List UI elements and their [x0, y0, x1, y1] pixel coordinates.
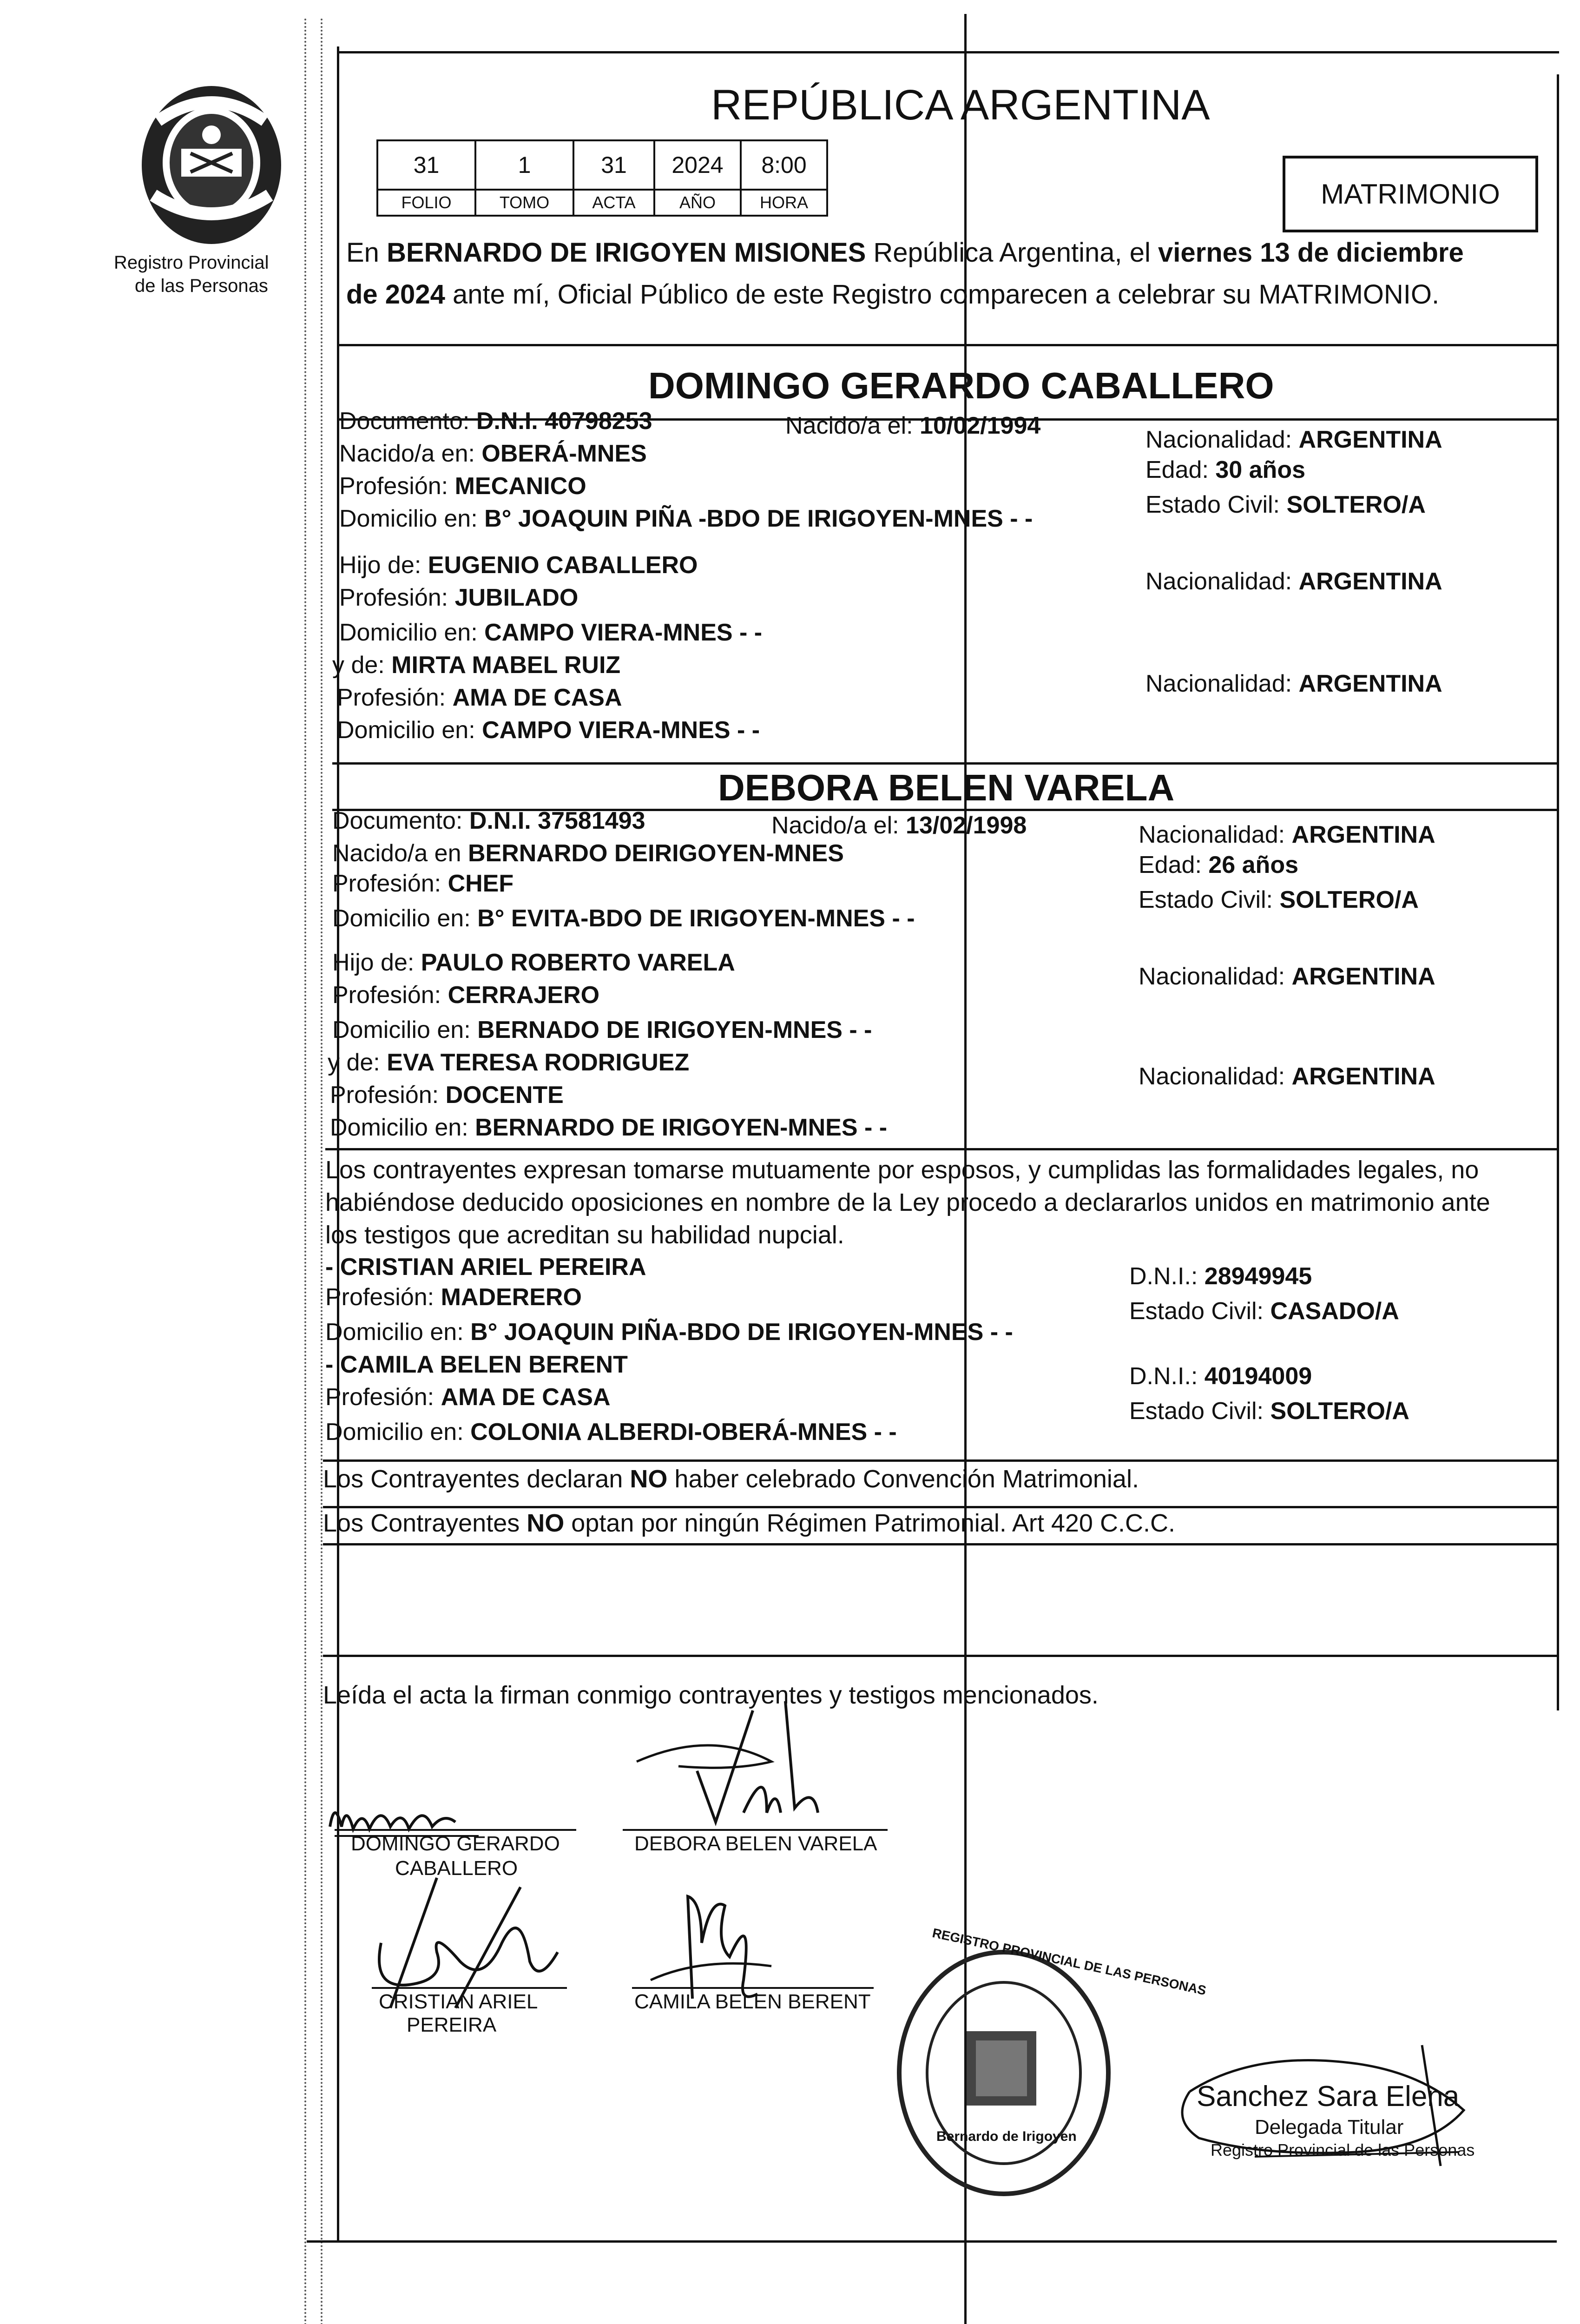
groom-signature-label-2: CABALLERO: [395, 1857, 518, 1880]
groom-mother-profession: Profesión: AMA DE CASA: [337, 684, 622, 711]
bride-age: Edad: 26 años: [1139, 852, 1298, 878]
left-margin-dotted-line: [304, 19, 306, 2324]
document-type-box: MATRIMONIO: [1283, 156, 1538, 232]
stamp-ring-text: REGISTRO PROVINCIAL DE LAS PERSONAS: [931, 1925, 1208, 1998]
groom-father-profession: Profesión: JUBILADO: [339, 584, 579, 611]
official-round-stamp: [888, 1925, 1208, 2203]
page-title: REPÚBLICA ARGENTINA: [711, 81, 1210, 129]
empty-row-bottom: [323, 1655, 1559, 1657]
bride-father-address: Domicilio en: BERNADO DE IRIGOYEN-MNES - -: [332, 1017, 872, 1043]
declaration-top: [325, 1148, 1559, 1150]
witness-1-address: Domicilio en: B° JOAQUIN PIÑA-BDO DE IRIGOYEN-MNES - -: [325, 1319, 1013, 1346]
declaration-line-3: los testigos que acreditan su habilidad nupcial.: [325, 1221, 844, 1249]
witness-2-name: - CAMILA BELEN BERENT: [325, 1351, 628, 1378]
bride-mother-nationality: Nacionalidad: ARGENTINA: [1139, 1063, 1435, 1090]
bride-birth-place: Nacido/a en BERNARDO DEIRIGOYEN-MNES: [332, 840, 844, 867]
folio-value: 31: [376, 139, 476, 191]
groom-section-top: [337, 344, 1559, 346]
official-signature-block: [1162, 2036, 1496, 2185]
signature-bride-icon: [618, 1692, 841, 1841]
official-organization: Registro Provincial de las Personas: [1211, 2140, 1475, 2159]
groom-profession: Profesión: MECANICO: [339, 473, 586, 500]
logo-caption-1: Registro Provincial: [114, 252, 269, 273]
stamp-center-text: Bernardo de Irigoyen: [936, 2129, 1077, 2144]
bride-father: Hijo de: PAULO ROBERTO VARELA: [332, 949, 735, 976]
bride-father-nationality: Nacionalidad: ARGENTINA: [1139, 963, 1435, 990]
bride-mother-profession: Profesión: DOCENTE: [330, 1082, 564, 1109]
bride-document: Documento: D.N.I. 37581493: [332, 807, 645, 834]
official-name: Sanchez Sara Elena: [1197, 2080, 1460, 2113]
signature-witness-2-icon: [632, 1887, 809, 2008]
witness-1-signature-label-1: CRISTIAN ARIEL: [379, 1990, 538, 2013]
groom-mother: y de: MIRTA MABEL RUIZ: [332, 652, 621, 679]
witness-1-civil-status: Estado Civil: CASADO/A: [1129, 1298, 1399, 1325]
witness-2-dni: D.N.I.: 40194009: [1129, 1363, 1312, 1390]
bride-nationality: Nacionalidad: ARGENTINA: [1139, 821, 1435, 848]
frame-bottom: [307, 2240, 1557, 2243]
groom-nationality: Nacionalidad: ARGENTINA: [1146, 426, 1442, 453]
groom-age: Edad: 30 años: [1146, 456, 1305, 483]
witness-1-dni: D.N.I.: 28949945: [1129, 1263, 1312, 1290]
regime-top: [323, 1459, 1559, 1462]
witness-2-address: Domicilio en: COLONIA ALBERDI-OBERÁ-MNES - -: [325, 1419, 897, 1446]
groom-name: DOMINGO GERARDO CABALLERO: [648, 365, 1274, 406]
folio-label: FOLIO: [376, 189, 476, 217]
witness-2-profession: Profesión: AMA DE CASA: [325, 1384, 611, 1411]
bride-mother-address: Domicilio en: BERNARDO DE IRIGOYEN-MNES - -: [330, 1114, 888, 1141]
tomo-label: TOMO: [474, 189, 574, 217]
groom-civil-status: Estado Civil: SOLTERO/A: [1146, 491, 1426, 518]
groom-document: Documento: D.N.I. 40798253: [339, 408, 652, 435]
left-margin-dotted-line-2: [321, 19, 323, 2324]
frame-right: [1557, 74, 1559, 1710]
ano-value: 2024: [653, 139, 742, 191]
signature-line-witness-1: [372, 1987, 567, 1989]
witness-2-civil-status: Estado Civil: SOLTERO/A: [1129, 1398, 1409, 1425]
ano-label: AÑO: [653, 189, 742, 217]
tomo-value: 1: [474, 139, 574, 191]
groom-father-address: Domicilio en: CAMPO VIERA-MNES - -: [339, 619, 763, 646]
bride-name: DEBORA BELEN VARELA: [718, 767, 1175, 808]
groom-father-nationality: Nacionalidad: ARGENTINA: [1146, 568, 1442, 595]
logo-caption-2: de las Personas: [135, 276, 268, 296]
bride-civil-status: Estado Civil: SOLTERO/A: [1139, 886, 1419, 913]
bride-profession: Profesión: CHEF: [332, 870, 514, 897]
declaration-line-1: Los contrayentes expresan tomarse mutuamente por esposos, y cumplidas las formalidades legales, no: [325, 1156, 1479, 1184]
official-role: Delegada Titular: [1255, 2116, 1404, 2139]
groom-mother-nationality: Nacionalidad: ARGENTINA: [1146, 670, 1442, 697]
hora-label: HORA: [740, 189, 828, 217]
groom-father: Hijo de: EUGENIO CABALLERO: [339, 552, 698, 579]
witness-1-name: - CRISTIAN ARIEL PEREIRA: [325, 1254, 646, 1281]
witness-1-profession: Profesión: MADERERO: [325, 1284, 582, 1311]
groom-mother-address: Domicilio en: CAMPO VIERA-MNES - -: [337, 717, 760, 744]
bride-signature-label: DEBORA BELEN VARELA: [634, 1832, 877, 1855]
bride-address: Domicilio en: B° EVITA-BDO DE IRIGOYEN-MNES - -: [332, 905, 915, 932]
intro-line-2: de 2024 ante mí, Oficial Público de este Registro comparecen a celebrar su MATRIMONIO.: [346, 279, 1440, 310]
hora-value: 8:00: [740, 139, 828, 191]
closing-statement: Leída el acta la firman conmigo contrayentes y testigos mencionados.: [323, 1681, 1099, 1709]
signature-line-groom: [335, 1829, 576, 1831]
bride-father-profession: Profesión: CERRAJERO: [332, 982, 600, 1009]
regime-line-2: Los Contrayentes NO optan por ningún Régimen Patrimonial. Art 420 C.C.C.: [323, 1509, 1175, 1537]
signature-line-witness-2: [632, 1987, 874, 1989]
regime-bottom: [323, 1543, 1559, 1545]
acta-label: ACTA: [573, 189, 655, 217]
groom-birth-place: Nacido/a en: OBERÁ-MNES: [339, 440, 647, 467]
regime-mid: [323, 1506, 1559, 1508]
acta-value: 31: [573, 139, 655, 191]
groom-birth-date: Nacido/a el: 10/02/1994: [785, 412, 1041, 439]
intro-line-1: En BERNARDO DE IRIGOYEN MISIONES República Argentina, el viernes 13 de diciembre: [346, 238, 1464, 268]
regime-line-1: Los Contrayentes declaran NO haber celebrado Convención Matrimonial.: [323, 1465, 1139, 1493]
round-stamp-icon: [888, 1943, 1120, 2203]
witness-1-signature-label-2: PEREIRA: [407, 2014, 497, 2036]
bride-birth-date: Nacido/a el: 13/02/1998: [771, 812, 1027, 839]
groom-signature-label-1: DOMINGO GERARDO: [351, 1832, 560, 1855]
witness-2-signature-label: CAMILA BELEN BERENT: [634, 1990, 871, 2013]
groom-address: Domicilio en: B° JOAQUIN PIÑA -BDO DE IRIGOYEN-MNES - -: [339, 505, 1033, 532]
frame-left: [337, 46, 339, 2240]
frame-top: [337, 51, 1559, 53]
bride-section-top: [332, 762, 1559, 765]
signature-line-bride: [623, 1829, 888, 1831]
province-logo: [125, 79, 297, 251]
province-seal-icon: [125, 79, 297, 251]
bride-mother: y de: EVA TERESA RODRIGUEZ: [328, 1049, 690, 1076]
declaration-line-2: habiéndose deducido oposiciones en nombre de la Ley procedo a declararlos unidos en matrimonio ante: [325, 1188, 1490, 1216]
